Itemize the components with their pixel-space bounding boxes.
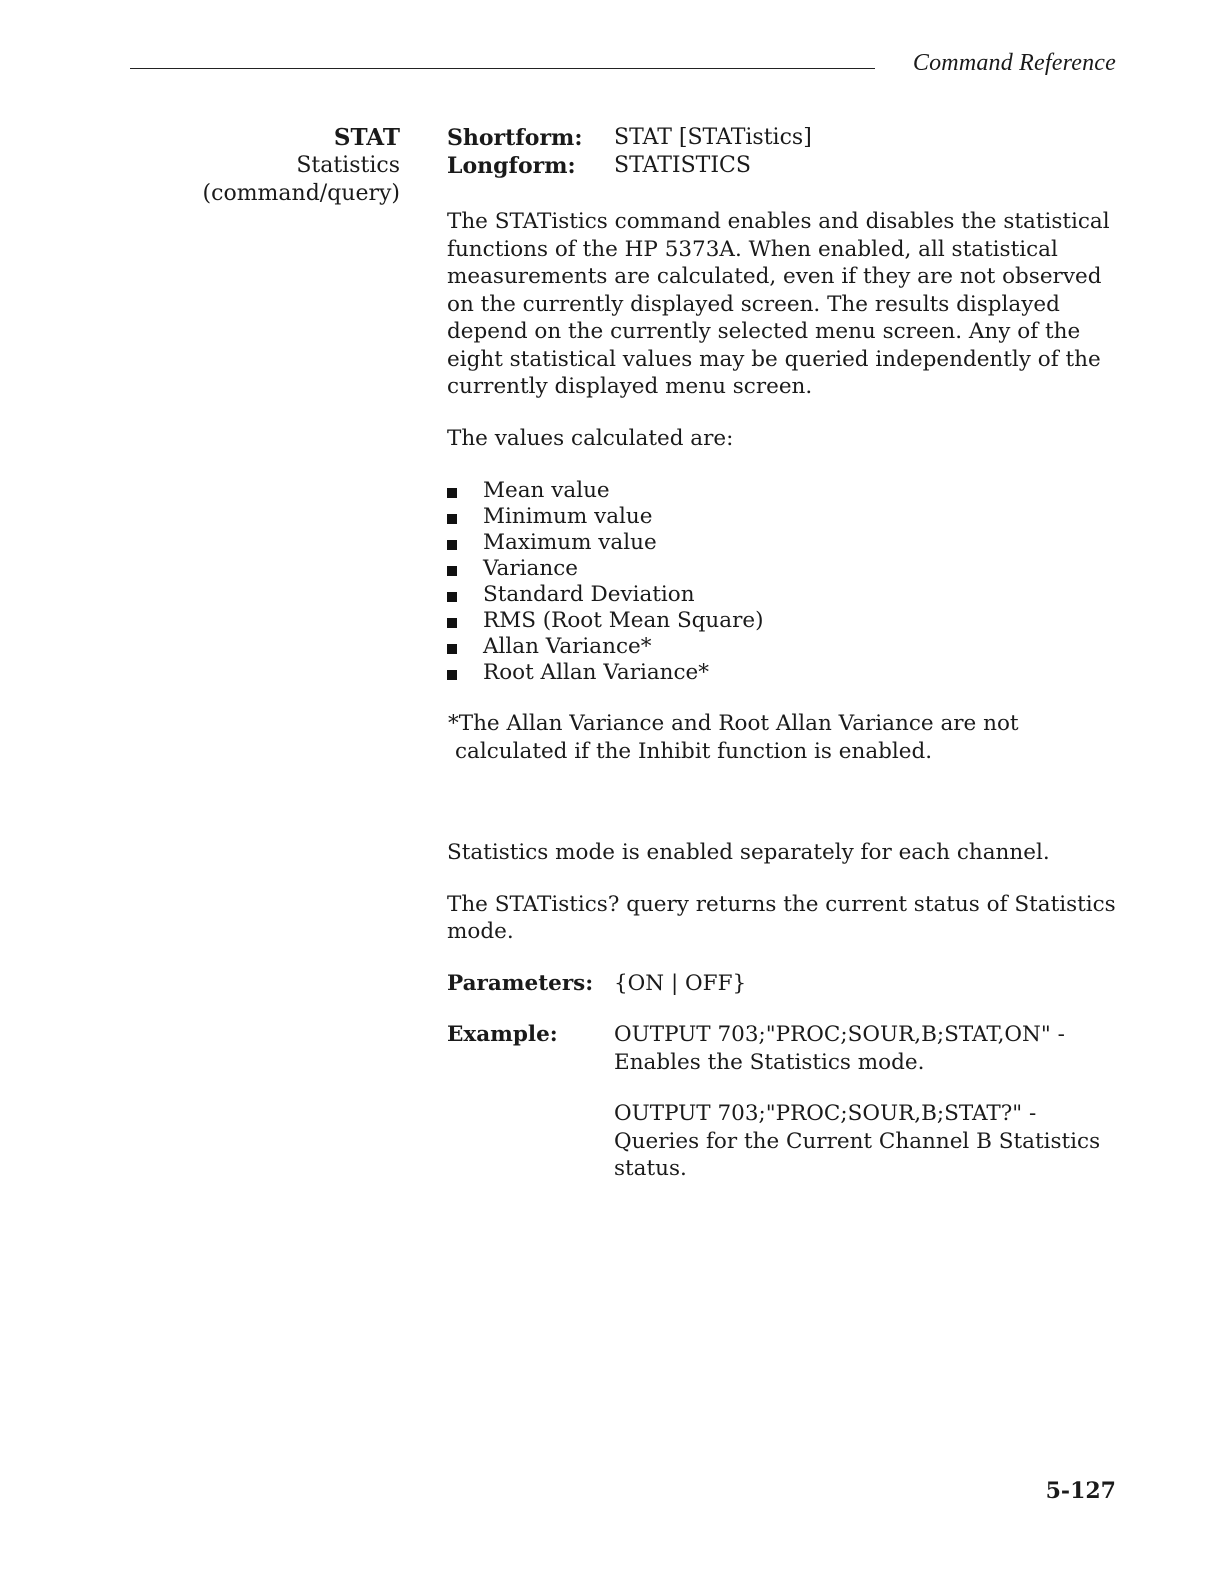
list-item: Maximum value <box>447 530 1127 556</box>
intro-paragraph: The STATistics command enables and disables the statistical functions of the HP 5373A. When enabled, all statistical measurements are calculated, even if they are not observed on the currently displayed screen. The results displayed depend on the currently selected menu screen. Any of the eight statistical values may be queried independently of the currently displayed menu screen. <box>447 209 1110 399</box>
square-bullet-icon <box>447 566 457 576</box>
square-bullet-icon <box>447 540 457 550</box>
command-forms <box>447 124 812 180</box>
main-content <box>447 208 1127 1183</box>
list-item: RMS (Root Mean Square) <box>447 608 1127 634</box>
list-item: Standard Deviation <box>447 582 1127 608</box>
parameters-row <box>447 970 1127 998</box>
list-item: Root Allan Variance* <box>447 660 1127 686</box>
shortform-label: Shortform: <box>447 125 583 151</box>
list-item: Mean value <box>447 478 1127 504</box>
command-abbr: STAT <box>333 124 400 151</box>
list-item: Allan Variance* <box>447 634 1127 660</box>
example-item: OUTPUT 703;"PROC;SOUR,B;STAT,ON" - Enables the Statistics mode. <box>614 1022 1065 1075</box>
values-intro: The values calculated are: <box>447 425 734 451</box>
mode-separate-paragraph: Statistics mode is enabled separately for each channel. <box>447 840 1050 865</box>
section-title: Command Reference <box>912 50 1116 76</box>
command-name: Statistics <box>296 153 400 178</box>
square-bullet-icon <box>447 618 457 628</box>
longform-value: STATISTICS <box>614 153 751 178</box>
square-bullet-icon <box>447 488 457 498</box>
footnote: *The Allan Variance and Root Allan Variance are not calculated if the Inhibit function is enabled. <box>448 711 1019 764</box>
square-bullet-icon <box>447 644 457 654</box>
shortform-value: STAT [STATistics] <box>614 125 812 150</box>
longform-row <box>447 152 812 180</box>
page-number: 5-127 <box>1045 1478 1116 1504</box>
list-item: Variance <box>447 556 1127 582</box>
square-bullet-icon <box>447 670 457 680</box>
parameters-value: {ON | OFF} <box>614 970 747 996</box>
parameters-label: Parameters: <box>447 970 594 996</box>
square-bullet-icon <box>447 514 457 524</box>
longform-label: Longform: <box>447 153 576 179</box>
command-heading <box>203 124 400 208</box>
command-type: (command/query) <box>202 181 400 206</box>
example-label: Example: <box>447 1022 558 1047</box>
header-rule <box>130 68 875 69</box>
shortform-row <box>447 124 812 152</box>
square-bullet-icon <box>447 592 457 602</box>
query-status-paragraph: The STATistics? query returns the current status of Statistics mode. <box>447 891 1116 944</box>
example-body <box>614 1021 1127 1183</box>
example-item: OUTPUT 703;"PROC;SOUR,B;STAT?" - Queries for the Current Channel B Statistics status. <box>614 1101 1101 1181</box>
list-item: Minimum value <box>447 504 1127 530</box>
values-list <box>447 478 1127 686</box>
example-row <box>447 1021 1127 1183</box>
